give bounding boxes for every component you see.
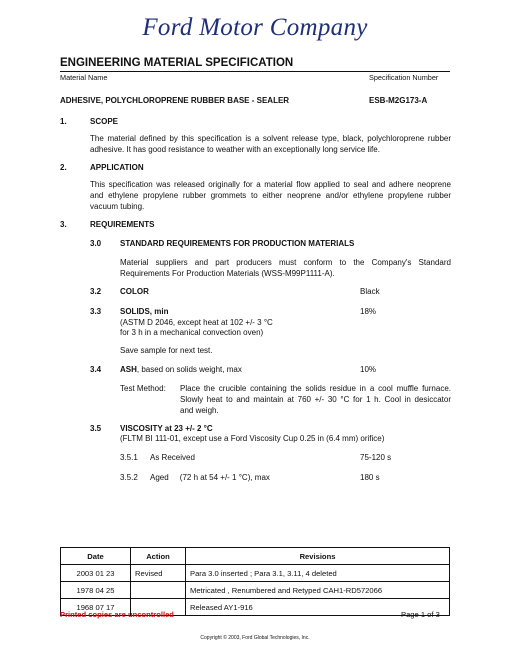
subsection-number: 3.2: [90, 287, 102, 296]
subsection-number: 3.5: [90, 424, 102, 433]
page-number: Page 1 of 3: [401, 610, 440, 619]
test-method-label: Test Method:: [120, 384, 166, 393]
copyright: Copyright © 2003, Ford Global Technologies, Inc.: [200, 635, 310, 641]
cell-action: Revised: [131, 565, 186, 582]
subsection-number: 3.4: [90, 365, 102, 374]
spec-number-label: Specification Number: [369, 73, 439, 82]
subsection-number: 3.3: [90, 307, 102, 316]
subsection-title: COLOR: [120, 287, 149, 296]
document-title: ENGINEERING MATERIAL SPECIFICATION: [60, 57, 294, 69]
test-note: Save sample for next test.: [120, 346, 213, 355]
revision-table: [60, 547, 450, 616]
sub-item-label: As Received: [150, 453, 195, 462]
text-line: Requirements For Production Materials (WSS-M99P1111-A).: [120, 268, 335, 278]
cell-revision: Para 3.0 inserted ; Para 3.1, 3.11, 4 deleted: [186, 565, 450, 582]
subsection-title: VISCOSITY at 23 +/- 2 °C: [120, 424, 213, 433]
spec-number: ESB-M2G173-A: [369, 96, 428, 105]
section-title-requirements: REQUIREMENTS: [90, 220, 155, 229]
text-line: vacuum tubing.: [90, 201, 145, 211]
test-condition: (FLTM BI 111-01, except use a Ford Viscosity Cup 0.25 in (6.4 mm) orifice): [120, 434, 385, 443]
cell-date: 1978 04 25: [61, 582, 131, 599]
requirement-value: 10%: [360, 365, 377, 374]
section-number: 2.: [60, 163, 67, 172]
material-name-label: Material Name: [60, 73, 108, 82]
header-date: Date: [61, 548, 131, 565]
subsection-title: STANDARD REQUIREMENTS FOR PRODUCTION MATERIALS: [120, 239, 355, 248]
section-title-scope: SCOPE: [90, 117, 119, 126]
requirement-paragraph: [120, 258, 451, 280]
uncontrolled-warning: Printed copies are uncontrolled: [60, 610, 174, 619]
requirement-value: 180 s: [360, 473, 380, 482]
subsection-title-bold: ASH: [120, 365, 137, 374]
company-logo: Ford Motor Company: [142, 14, 368, 41]
sub-item-label: Aged (72 h at 54 +/- 1 °C), max: [150, 473, 270, 482]
sub-item-number: 3.5.1: [120, 453, 138, 462]
cell-date: 1968 07 17: [61, 599, 131, 616]
cell-action: [131, 582, 186, 599]
text-line: Place the crucible containing the solids residue in a cool muffle furnace.: [180, 384, 451, 393]
cell-revision: Released AY1-916: [186, 599, 450, 616]
material-name: ADHESIVE, POLYCHLOROPRENE RUBBER BASE - SEALER: [60, 96, 290, 105]
table-row: [61, 565, 450, 582]
section-title-application: APPLICATION: [90, 163, 144, 172]
section-number: 1.: [60, 117, 67, 126]
subsection-number: 3.0: [90, 239, 102, 248]
cell-date: 2003 01 23: [61, 565, 131, 582]
text-line: The material defined by this specification is a solvent release type, black, polychloroprene rubber: [90, 134, 451, 143]
subsection-title-rest: , based on solids weight, max: [136, 365, 242, 374]
sub-item-number: 3.5.2: [120, 473, 138, 482]
application-paragraph: [90, 180, 451, 212]
text-line: and weigh.: [180, 405, 219, 415]
scope-paragraph: [90, 134, 451, 156]
requirement-value: 18%: [360, 307, 377, 316]
test-method-text: [180, 384, 451, 416]
table-row: [61, 582, 450, 599]
requirement-value: Black: [360, 287, 380, 296]
header-revisions: Revisions: [186, 548, 450, 565]
title-rule: [60, 71, 450, 72]
subsection-title: SOLIDS, min: [120, 307, 169, 316]
cell-revision: Metricated , Renumbered and Retyped CAH1-RD572066: [186, 582, 450, 599]
text-line: Material suppliers and part producers must conform to the Company's Standard: [120, 258, 451, 267]
test-condition: (ASTM D 2046, except heat at 102 +/- 3 °C: [120, 318, 273, 327]
text-line: and ethylene propylene rubber grommets to either neoprene and/or ethylene propylene rubber: [90, 190, 451, 200]
section-number: 3.: [60, 220, 67, 229]
table-header-row: [61, 548, 450, 565]
text-line: Slowly heat to and maintain at 760 +/- 30 °C for 1 h. Cool in desiccator: [180, 394, 451, 404]
requirement-value: 75-120 s: [360, 453, 392, 462]
test-condition: for 3 h in a mechanical convection oven): [120, 328, 264, 337]
text-line: adhesive. It has good resistance to weather with an exceptionally long service life.: [90, 144, 380, 154]
text-line: This specification was released originally for a material flow applied to seal and adhere neoprene: [90, 180, 451, 189]
subsection-title: [120, 365, 242, 374]
header-action: Action: [131, 548, 186, 565]
